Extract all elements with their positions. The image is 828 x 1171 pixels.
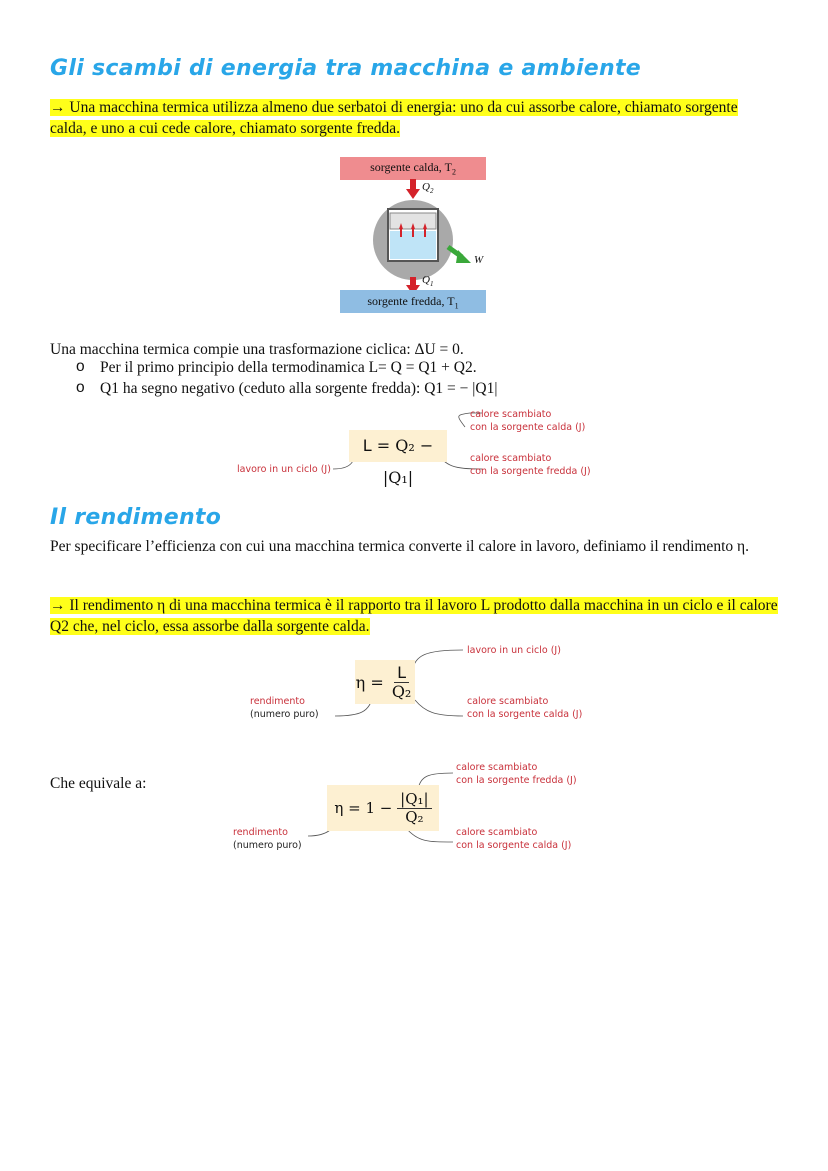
heat-in-arrow-head — [406, 189, 420, 199]
annotation-efficiency: rendimento (numero puro) — [250, 696, 319, 720]
arrow-right-icon: → — [50, 597, 66, 614]
cycle-intro: Una macchina termica compie una trasformazione ciclica: ΔU = 0. — [50, 341, 464, 358]
section-title-energy-exchange: Gli scambi di energia tra macchina e ambiente — [50, 56, 641, 81]
annotation-hot-heat: calore scambiato con la sorgente calda (J) — [456, 827, 572, 851]
annotation-work-per-cycle: lavoro in un ciclo (J) — [237, 464, 331, 475]
definition-text: Una macchina termica utilizza almeno due serbatoi di energia: uno da cui assorbe calore, chiamato sorgente calda, e uno a cui cede calore, chiamato sorgente fredda. — [50, 99, 738, 137]
q1-label: $Q_1$ — [422, 274, 434, 289]
cycle-bullet-list — [50, 357, 770, 399]
annotation-cold-heat: calore scambiato con la sorgente fredda (J) — [470, 453, 591, 477]
work-label: W — [474, 254, 484, 266]
section-title-efficiency: Il rendimento — [50, 505, 222, 530]
q2-label: $Q_2$ — [422, 181, 434, 196]
hot-reservoir-label: sorgente calda, $T_2$ — [370, 160, 456, 177]
formula-efficiency: η = $\frac{L}{\text{Q₂}}$ — [355, 660, 415, 704]
annotation-work-per-cycle: lavoro in un ciclo (J) — [467, 645, 561, 656]
efficiency-intro: Per specificare l’efficienza con cui una macchina termica converte il calore in lavoro, definiamo il rendimento η. — [50, 538, 749, 555]
equivalence-label: Che equivale a: — [50, 775, 147, 792]
list-item: o Q1 ha segno negativo (ceduto alla sorgente fredda): Q1 = − |Q1| — [50, 378, 770, 399]
formula-efficiency-alt-figure — [228, 758, 628, 858]
formula-work: L = Q₂ − |Q₁| — [349, 430, 447, 462]
definition-text: Il rendimento η di una macchina termica è il rapporto tra il lavoro L prodotto dalla macchina in un ciclo e il calore Q2 che, nel ciclo, essa assorbe dalla sorgente calda. — [50, 597, 778, 635]
annotation-cold-heat: calore scambiato con la sorgente fredda (J) — [456, 762, 577, 786]
definition-efficiency — [50, 595, 785, 637]
annotation-efficiency: rendimento (numero puro) — [233, 827, 302, 851]
formula-efficiency-alt: η = 1 − $\frac{\text{|Q₁|}}{\text{Q₂}}$ — [327, 785, 439, 831]
definition-heat-reservoirs — [50, 97, 770, 139]
annotation-hot-heat: calore scambiato con la sorgente calda (J) — [467, 696, 583, 720]
formula-efficiency-figure — [245, 640, 625, 730]
cold-reservoir-label: sorgente fredda, $T_1$ — [367, 294, 459, 311]
annotation-hot-heat: calore scambiato con la sorgente calda (J) — [470, 409, 586, 433]
list-item: o Per il primo principio della termodinamica L= Q = Q1 + Q2. — [50, 357, 770, 378]
work-arrow-head — [456, 250, 471, 263]
formula-work-figure — [220, 405, 620, 485]
heat-engine-diagram — [340, 157, 488, 313]
arrow-right-icon: → — [50, 99, 66, 116]
